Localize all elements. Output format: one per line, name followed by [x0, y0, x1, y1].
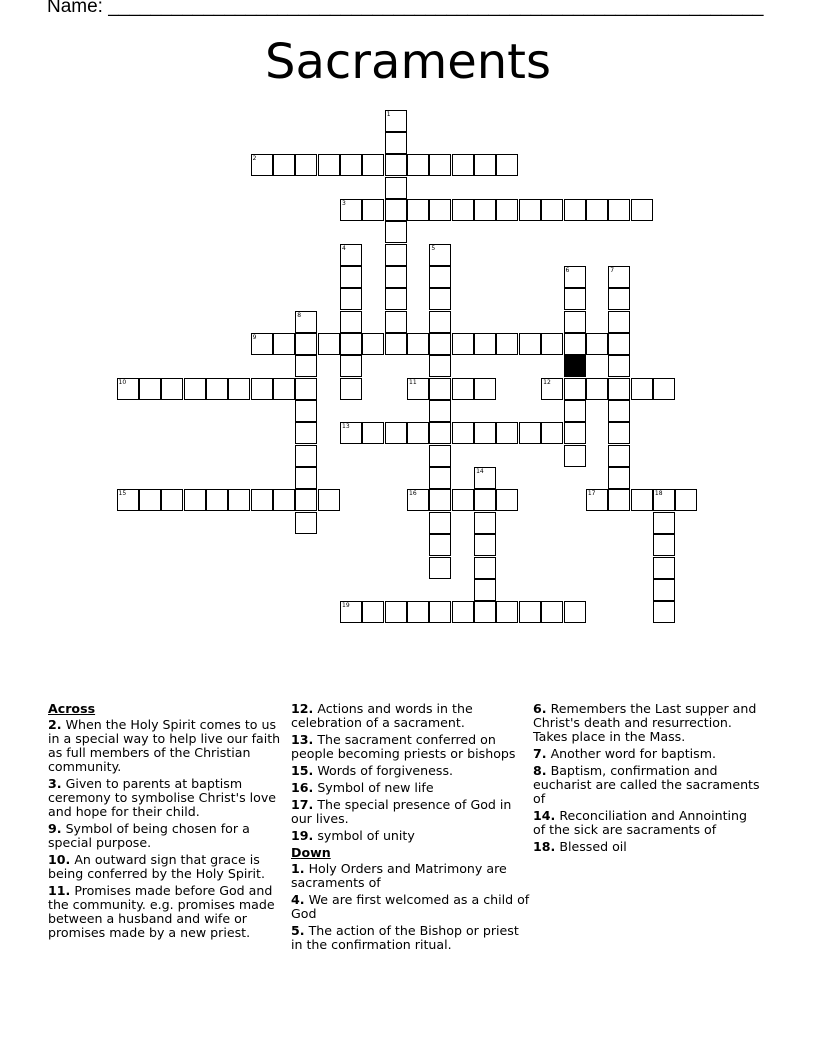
grid-cell[interactable]: [474, 512, 496, 534]
clue-number-label: 13.: [291, 732, 314, 747]
grid-cell[interactable]: [295, 400, 317, 422]
grid-cell[interactable]: [385, 199, 407, 221]
grid-cell[interactable]: [608, 333, 630, 355]
grid-cell[interactable]: [362, 333, 384, 355]
clue-text: The sacrament conferred on people becoming priests or bishops: [291, 732, 516, 761]
grid-cell[interactable]: [608, 467, 630, 489]
grid-cell[interactable]: [496, 422, 518, 444]
grid-cell[interactable]: [385, 288, 407, 310]
clue-number-label: 18.: [533, 839, 556, 854]
clue-number-label: 4.: [291, 892, 305, 907]
across-clue: [291, 781, 531, 795]
across-heading: Across: [48, 701, 96, 716]
clue-number-label: 7.: [533, 746, 547, 761]
grid-cell[interactable]: [541, 422, 563, 444]
grid-cell[interactable]: [340, 333, 362, 355]
grid-cell[interactable]: [519, 199, 541, 221]
clue-number: 10: [118, 378, 127, 386]
grid-cell[interactable]: [564, 199, 586, 221]
clue-number: 6: [565, 266, 570, 274]
grid-cell[interactable]: [496, 601, 518, 623]
grid-cell[interactable]: [385, 132, 407, 154]
grid-cell[interactable]: [564, 422, 586, 444]
grid-cell[interactable]: [474, 557, 496, 579]
clue-number: 8: [297, 311, 302, 319]
grid-cell[interactable]: [228, 378, 250, 400]
grid-cell[interactable]: [273, 154, 295, 176]
grid-cell[interactable]: [474, 199, 496, 221]
grid-cell[interactable]: [564, 445, 586, 467]
grid-cell[interactable]: [608, 199, 630, 221]
grid-cell[interactable]: [429, 355, 451, 377]
grid-cell[interactable]: [541, 333, 563, 355]
grid-cell[interactable]: [385, 221, 407, 243]
grid-cell[interactable]: [474, 333, 496, 355]
grid-cell[interactable]: [318, 154, 340, 176]
grid-cell[interactable]: [429, 467, 451, 489]
clue-text: Remembers the Last supper and Christ's death and resurrection. Takes place in the Mass.: [533, 701, 757, 744]
grid-cell[interactable]: [564, 333, 586, 355]
grid-cell[interactable]: [429, 199, 451, 221]
grid-cell[interactable]: [564, 266, 586, 288]
grid-cell[interactable]: [295, 422, 317, 444]
clue-text: The action of the Bishop or priest in the confirmation ritual.: [291, 923, 519, 952]
grid-cell[interactable]: [608, 288, 630, 310]
clue-text: We are first welcomed as a child of God: [291, 892, 530, 921]
grid-cell[interactable]: [452, 154, 474, 176]
grid-cell[interactable]: [295, 378, 317, 400]
clue-column-3: [533, 702, 763, 857]
clue-number: 4: [342, 244, 346, 252]
grid-cell[interactable]: [161, 378, 183, 400]
clue-text: Blessed oil: [555, 839, 627, 854]
grid-cell[interactable]: [385, 110, 407, 132]
clue-number-label: 10.: [48, 852, 71, 867]
grid-cell[interactable]: [161, 489, 183, 511]
grid-cell[interactable]: [631, 378, 653, 400]
grid-cell[interactable]: [564, 400, 586, 422]
grid-cell[interactable]: [362, 199, 384, 221]
clue-number: 5: [431, 244, 436, 252]
grid-cell[interactable]: [586, 378, 608, 400]
grid-cell[interactable]: [385, 422, 407, 444]
grid-cell[interactable]: [496, 489, 518, 511]
page-title: Sacraments: [265, 34, 551, 90]
grid-cell[interactable]: [407, 422, 429, 444]
grid-cell[interactable]: [608, 378, 630, 400]
grid-cell[interactable]: [608, 266, 630, 288]
across-clue: [48, 822, 288, 850]
grid-cell[interactable]: [184, 489, 206, 511]
grid-cell[interactable]: [206, 378, 228, 400]
grid-cell[interactable]: [340, 311, 362, 333]
clue-number: 15: [118, 490, 127, 498]
grid-cell[interactable]: [295, 445, 317, 467]
clue-number: 3: [342, 199, 346, 207]
clue-number-label: 16.: [291, 780, 314, 795]
grid-cell[interactable]: [273, 378, 295, 400]
grid-cell[interactable]: [608, 400, 630, 422]
grid-cell[interactable]: [564, 378, 586, 400]
grid-cell[interactable]: [295, 467, 317, 489]
clue-number-label: 8.: [533, 763, 547, 778]
across-clue: [48, 777, 288, 819]
grid-cell[interactable]: [429, 601, 451, 623]
grid-cell[interactable]: [407, 378, 429, 400]
across-clue: [291, 702, 531, 730]
grid-cell[interactable]: [586, 333, 608, 355]
clue-text: Actions and words in the celebration of a sacrament.: [291, 701, 473, 730]
grid-cell[interactable]: [653, 489, 675, 511]
clue-number: 7: [610, 266, 615, 274]
grid-cell[interactable]: [273, 333, 295, 355]
across-clue: [48, 884, 288, 940]
clue-column-1: [48, 702, 288, 943]
grid-cell[interactable]: [429, 378, 451, 400]
grid-cell[interactable]: [429, 333, 451, 355]
grid-cell[interactable]: [340, 288, 362, 310]
grid-cell[interactable]: [407, 333, 429, 355]
clue-text: symbol of unity: [313, 828, 415, 843]
grid-cell[interactable]: [653, 378, 675, 400]
grid-cell[interactable]: [564, 311, 586, 333]
grid-cell[interactable]: [295, 355, 317, 377]
clue-number-label: 2.: [48, 717, 62, 732]
grid-cell[interactable]: [474, 534, 496, 556]
grid-cell[interactable]: [474, 378, 496, 400]
grid-cell[interactable]: [407, 154, 429, 176]
grid-cell[interactable]: [631, 489, 653, 511]
grid-cell[interactable]: [340, 266, 362, 288]
clue-text: An outward sign that grace is being conferred by the Holy Spirit.: [48, 852, 265, 881]
clue-text: When the Holy Spirit comes to us in a special way to help live our faith as full members of the Christian community.: [48, 717, 281, 774]
grid-cell[interactable]: [541, 378, 563, 400]
grid-cell[interactable]: [564, 288, 586, 310]
grid-cell[interactable]: [429, 557, 451, 579]
grid-cell[interactable]: [429, 422, 451, 444]
grid-cell[interactable]: [295, 512, 317, 534]
grid-cell[interactable]: [564, 601, 586, 623]
grid-cell[interactable]: [295, 311, 317, 333]
grid-cell[interactable]: [429, 534, 451, 556]
across-clue: [48, 718, 288, 774]
grid-cell[interactable]: [429, 512, 451, 534]
clue-number: 17: [587, 490, 596, 498]
grid-cell[interactable]: [653, 557, 675, 579]
grid-cell[interactable]: [608, 422, 630, 444]
grid-cell[interactable]: [340, 244, 362, 266]
clue-text: Reconciliation and Annointing of the sick are sacraments of: [533, 808, 747, 837]
grid-cell[interactable]: [429, 266, 451, 288]
clue-text: Given to parents at baptism ceremony to symbolise Christ's love and hope for their child.: [48, 776, 277, 819]
grid-cell[interactable]: [653, 601, 675, 623]
grid-cell[interactable]: [251, 333, 273, 355]
grid-cell[interactable]: [653, 512, 675, 534]
grid-cell[interactable]: [429, 154, 451, 176]
grid-cell[interactable]: [631, 199, 653, 221]
clue-number: 14: [476, 468, 484, 476]
grid-cell[interactable]: [273, 489, 295, 511]
clue-text: Promises made before God and the community. e.g. promises made between a husband and wife or promises made by a new priest.: [48, 883, 275, 940]
clue-number: 1: [386, 110, 391, 118]
grid-cell[interactable]: [318, 333, 340, 355]
grid-cell[interactable]: [385, 244, 407, 266]
grid-cell[interactable]: [519, 422, 541, 444]
grid-cell[interactable]: [608, 445, 630, 467]
down-clue: [533, 840, 763, 854]
clue-number: 16: [409, 490, 417, 498]
across-clue: [291, 829, 531, 843]
grid-cell[interactable]: [452, 489, 474, 511]
clue-number-label: 3.: [48, 776, 62, 791]
grid-cell[interactable]: [340, 199, 362, 221]
down-clue: [533, 764, 763, 806]
grid-cell[interactable]: [385, 311, 407, 333]
grid-cell[interactable]: [429, 400, 451, 422]
grid-cell[interactable]: [385, 601, 407, 623]
clue-text: Words of forgiveness.: [313, 763, 454, 778]
clue-text: Baptism, confirmation and eucharist are called the sacraments of: [533, 763, 760, 806]
clue-number: 19: [342, 602, 350, 610]
grid-cell[interactable]: [452, 378, 474, 400]
clue-number-label: 14.: [533, 808, 556, 823]
grid-cell[interactable]: [608, 489, 630, 511]
down-clue: [291, 893, 531, 921]
clue-number-label: 9.: [48, 821, 62, 836]
grid-cell[interactable]: [452, 422, 474, 444]
grid-cell[interactable]: [385, 177, 407, 199]
grid-cell[interactable]: [474, 489, 496, 511]
clue-number: 2: [252, 155, 257, 163]
clue-number: 12: [543, 378, 551, 386]
grid-cell[interactable]: [541, 199, 563, 221]
clue-number: 13: [342, 423, 350, 431]
clue-text: The special presence of God in our lives.: [291, 797, 512, 826]
clue-number-label: 6.: [533, 701, 547, 716]
grid-cell[interactable]: [318, 489, 340, 511]
grid-cell[interactable]: [407, 601, 429, 623]
grid-cell[interactable]: [586, 199, 608, 221]
grid-cell[interactable]: [496, 154, 518, 176]
grid-cell[interactable]: [496, 199, 518, 221]
grid-cell[interactable]: [139, 489, 161, 511]
grid-cell[interactable]: [452, 199, 474, 221]
black-cell: [564, 355, 586, 377]
clue-number-label: 19.: [291, 828, 314, 843]
grid-cell[interactable]: [653, 534, 675, 556]
grid-cell[interactable]: [452, 333, 474, 355]
clue-text: Symbol of new life: [313, 780, 434, 795]
grid-cell[interactable]: [429, 311, 451, 333]
grid-cell[interactable]: [295, 333, 317, 355]
grid-cell[interactable]: [385, 266, 407, 288]
grid-cell[interactable]: [474, 467, 496, 489]
down-clue: [291, 924, 531, 952]
grid-cell[interactable]: [139, 378, 161, 400]
grid-cell[interactable]: [541, 601, 563, 623]
clue-number-label: 5.: [291, 923, 305, 938]
grid-cell[interactable]: [496, 333, 518, 355]
grid-cell[interactable]: [117, 489, 139, 511]
clue-text: Another word for baptism.: [546, 746, 716, 761]
grid-cell[interactable]: [228, 489, 250, 511]
grid-cell[interactable]: [429, 288, 451, 310]
clue-number-label: 1.: [291, 861, 305, 876]
grid-cell[interactable]: [340, 154, 362, 176]
grid-cell[interactable]: [586, 489, 608, 511]
grid-cell[interactable]: [519, 601, 541, 623]
grid-cell[interactable]: [474, 154, 496, 176]
down-clue: [533, 702, 763, 744]
grid-cell[interactable]: [474, 601, 496, 623]
across-clue: [291, 798, 531, 826]
grid-cell[interactable]: [675, 489, 697, 511]
clue-number-label: 17.: [291, 797, 314, 812]
clue-number-label: 11.: [48, 883, 71, 898]
grid-cell[interactable]: [251, 154, 273, 176]
grid-cell[interactable]: [340, 355, 362, 377]
down-clue: [533, 747, 763, 761]
name-field-line[interactable]: Name: ______________________________________________________________: [47, 0, 764, 17]
grid-cell[interactable]: [295, 489, 317, 511]
grid-cell[interactable]: [653, 579, 675, 601]
grid-cell[interactable]: [362, 601, 384, 623]
grid-cell[interactable]: [385, 154, 407, 176]
grid-cell[interactable]: [340, 422, 362, 444]
grid-cell[interactable]: [429, 445, 451, 467]
clue-column-2: [291, 702, 531, 955]
grid-cell[interactable]: [407, 489, 429, 511]
down-clue: [291, 862, 531, 890]
grid-cell[interactable]: [608, 311, 630, 333]
clue-number: 9: [252, 334, 257, 341]
grid-cell[interactable]: [184, 378, 206, 400]
grid-cell[interactable]: [519, 333, 541, 355]
grid-cell[interactable]: [340, 601, 362, 623]
grid-cell[interactable]: [206, 489, 228, 511]
across-clue: [48, 853, 288, 881]
grid-cell[interactable]: [385, 333, 407, 355]
down-clue: [533, 809, 763, 837]
grid-cell[interactable]: [474, 579, 496, 601]
clue-text: Holy Orders and Matrimony are sacraments of: [291, 861, 507, 890]
clue-number-label: 12.: [291, 701, 314, 716]
grid-cell[interactable]: [340, 378, 362, 400]
grid-cell[interactable]: [251, 378, 273, 400]
grid-cell[interactable]: [474, 422, 496, 444]
grid-cell[interactable]: [362, 422, 384, 444]
clue-number-label: 15.: [291, 763, 314, 778]
grid-cell[interactable]: [452, 601, 474, 623]
clue-text: Symbol of being chosen for a special purpose.: [48, 821, 250, 850]
grid-cell[interactable]: [429, 489, 451, 511]
across-clue: [291, 764, 531, 778]
grid-cell[interactable]: [295, 154, 317, 176]
clue-number: 11: [409, 378, 417, 386]
grid-cell[interactable]: [251, 489, 273, 511]
down-heading: Down: [291, 845, 331, 860]
grid-cell[interactable]: [429, 244, 451, 266]
grid-cell[interactable]: [117, 378, 139, 400]
clue-number: 18: [654, 490, 663, 498]
grid-cell[interactable]: [407, 199, 429, 221]
grid-cell[interactable]: [608, 355, 630, 377]
grid-cell[interactable]: [362, 154, 384, 176]
across-clue: [291, 733, 531, 761]
